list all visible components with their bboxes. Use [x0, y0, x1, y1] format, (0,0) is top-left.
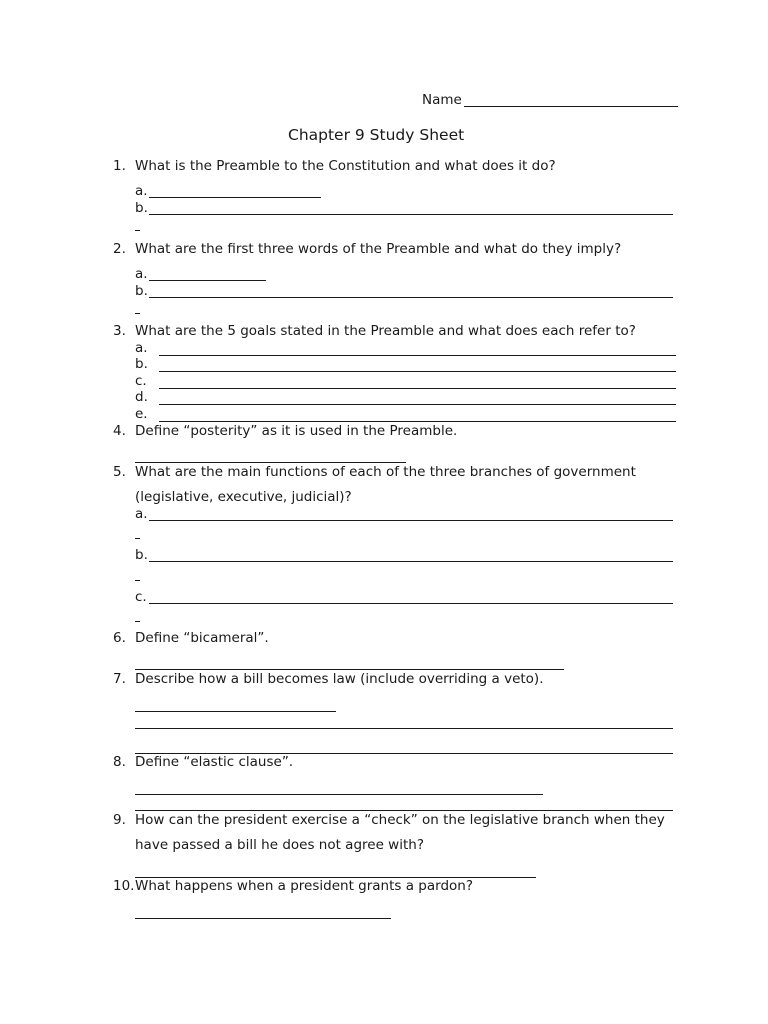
question-3-sub-b-label: b.: [135, 356, 148, 372]
question-3-text: What are the 5 goals stated in the Preamble and what does each refer to?: [135, 323, 636, 339]
question-3-answer-e-line[interactable]: [159, 421, 676, 422]
line-wrap-mark: [135, 313, 140, 314]
question-5-sub-b-label: b.: [135, 547, 148, 563]
question-2-number: 2.: [113, 241, 126, 257]
question-10-answer-line[interactable]: [135, 918, 391, 919]
question-9-text-line-1: How can the president exercise a “check” on the legislative branch when they: [135, 812, 665, 828]
question-4-answer-line[interactable]: [135, 462, 406, 463]
question-10-text: What happens when a president grants a pardon?: [135, 878, 473, 894]
question-5-text-line-2: (legislative, executive, judicial)?: [135, 489, 352, 505]
question-6-text: Define “bicameral”.: [135, 630, 269, 646]
question-3-sub-c-label: c.: [135, 373, 147, 389]
question-7-answer-line-2[interactable]: [135, 728, 673, 729]
question-7-answer-line-1[interactable]: [135, 711, 336, 712]
question-3-sub-e-label: e.: [135, 406, 148, 422]
question-2-answer-a-line[interactable]: [149, 280, 266, 281]
line-wrap-mark: [135, 580, 140, 581]
line-wrap-mark: [135, 230, 140, 231]
question-9-text-line-2: have passed a bill he does not agree with?: [135, 837, 424, 853]
question-8-number: 8.: [113, 754, 126, 770]
question-1-answer-a-line[interactable]: [149, 197, 321, 198]
question-2-text: What are the first three words of the Preamble and what do they imply?: [135, 241, 622, 257]
question-8-text: Define “elastic clause”.: [135, 754, 294, 770]
line-wrap-mark: [135, 621, 140, 622]
question-1-sub-a-label: a.: [135, 183, 148, 199]
question-3-number: 3.: [113, 323, 126, 339]
question-9-number: 9.: [113, 812, 126, 828]
question-2-sub-b-label: b.: [135, 283, 148, 299]
question-1-answer-b-line[interactable]: [149, 214, 673, 215]
question-1-text: What is the Preamble to the Constitution and what does it do?: [135, 158, 556, 174]
question-6-number: 6.: [113, 630, 126, 646]
page-title: Chapter 9 Study Sheet: [288, 126, 465, 144]
question-2-sub-a-label: a.: [135, 266, 148, 282]
question-3-answer-a-line[interactable]: [159, 355, 676, 356]
question-8-answer-line-2[interactable]: [135, 810, 673, 811]
question-1-sub-b-label: b.: [135, 200, 148, 216]
question-5-answer-c-line[interactable]: [149, 603, 673, 604]
question-4-text: Define “posterity” as it is used in the Preamble.: [135, 423, 458, 439]
name-answer-line[interactable]: [464, 106, 678, 107]
question-1-number: 1.: [113, 158, 126, 174]
question-7-text: Describe how a bill becomes law (include overriding a veto).: [135, 671, 544, 687]
question-6-answer-line[interactable]: [135, 669, 564, 670]
question-10-number: 10.: [113, 878, 135, 894]
question-7-number: 7.: [113, 671, 126, 687]
question-5-answer-b-line[interactable]: [149, 561, 673, 562]
question-5-number: 5.: [113, 464, 126, 480]
question-5-text-line-1: What are the main functions of each of the three branches of government: [135, 464, 636, 480]
question-4-number: 4.: [113, 423, 126, 439]
line-wrap-mark: [135, 538, 140, 539]
question-3-answer-b-line[interactable]: [159, 371, 676, 372]
question-5-answer-a-line[interactable]: [149, 520, 673, 521]
question-8-answer-line-1[interactable]: [135, 794, 543, 795]
question-3-sub-d-label: d.: [135, 389, 148, 405]
question-3-answer-d-line[interactable]: [159, 404, 676, 405]
question-5-sub-a-label: a.: [135, 506, 148, 522]
question-3-answer-c-line[interactable]: [159, 388, 676, 389]
name-label: Name: [422, 92, 462, 108]
question-3-sub-a-label: a.: [135, 340, 148, 356]
question-5-sub-c-label: c.: [135, 589, 147, 605]
question-2-answer-b-line[interactable]: [149, 297, 673, 298]
